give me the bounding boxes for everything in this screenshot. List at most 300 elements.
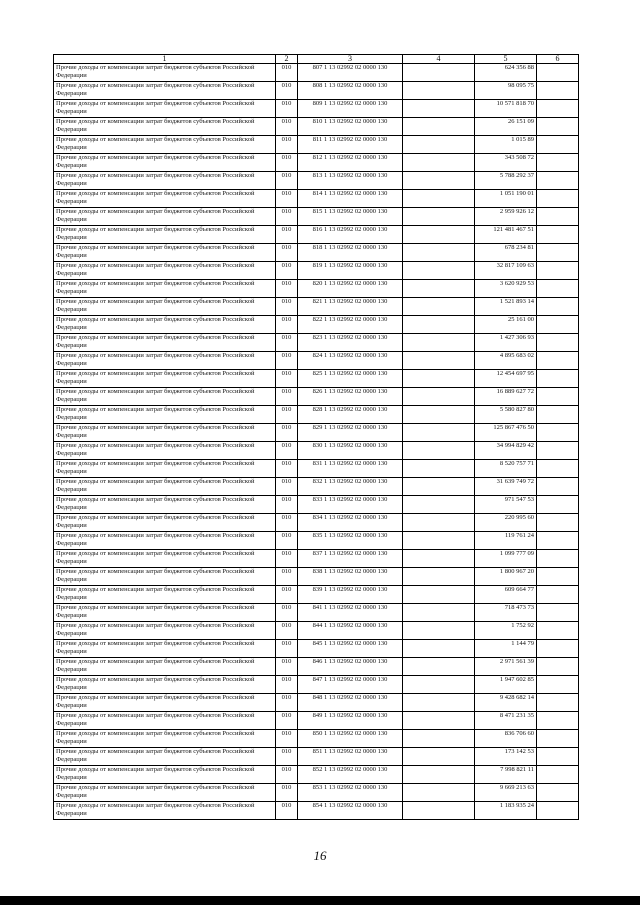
row-col4-cell bbox=[403, 334, 475, 352]
table-row bbox=[54, 658, 579, 676]
row-col6-cell bbox=[537, 568, 579, 586]
row-amount-cell: 1 521 893 14 bbox=[475, 298, 537, 316]
row-line-code-cell: 010 bbox=[276, 82, 298, 100]
row-name-cell: Прочие доходы от компенсации затрат бюджетов субъектов Российской Федерации bbox=[54, 226, 276, 244]
row-budget-code-cell: 813 1 13 02992 02 0000 130 bbox=[298, 172, 403, 190]
row-col4-cell bbox=[403, 190, 475, 208]
row-budget-code-cell: 839 1 13 02992 02 0000 130 bbox=[298, 586, 403, 604]
row-col4-cell bbox=[403, 406, 475, 424]
row-budget-code-cell: 845 1 13 02992 02 0000 130 bbox=[298, 640, 403, 658]
row-budget-code-cell: 814 1 13 02992 02 0000 130 bbox=[298, 190, 403, 208]
row-line-code-cell: 010 bbox=[276, 532, 298, 550]
row-budget-code-cell: 850 1 13 02992 02 0000 130 bbox=[298, 730, 403, 748]
row-budget-code-cell: 851 1 13 02992 02 0000 130 bbox=[298, 748, 403, 766]
row-line-code-cell: 010 bbox=[276, 694, 298, 712]
row-amount-cell: 624 356 88 bbox=[475, 64, 537, 82]
table-row bbox=[54, 568, 579, 586]
header-col-4: 4 bbox=[403, 55, 475, 64]
table-row bbox=[54, 244, 579, 262]
row-name-cell: Прочие доходы от компенсации затрат бюджетов субъектов Российской Федерации bbox=[54, 460, 276, 478]
table-row bbox=[54, 82, 579, 100]
row-col6-cell bbox=[537, 802, 579, 820]
row-line-code-cell: 010 bbox=[276, 316, 298, 334]
row-budget-code-cell: 819 1 13 02992 02 0000 130 bbox=[298, 262, 403, 280]
row-line-code-cell: 010 bbox=[276, 298, 298, 316]
row-name-cell: Прочие доходы от компенсации затрат бюджетов субъектов Российской Федерации bbox=[54, 154, 276, 172]
row-amount-cell: 836 706 60 bbox=[475, 730, 537, 748]
row-col6-cell bbox=[537, 388, 579, 406]
row-line-code-cell: 010 bbox=[276, 190, 298, 208]
row-col4-cell bbox=[403, 622, 475, 640]
table-row bbox=[54, 424, 579, 442]
row-col4-cell bbox=[403, 712, 475, 730]
row-col6-cell bbox=[537, 154, 579, 172]
row-amount-cell: 16 889 627 72 bbox=[475, 388, 537, 406]
row-col6-cell bbox=[537, 280, 579, 298]
row-budget-code-cell: 808 1 13 02992 02 0000 130 bbox=[298, 82, 403, 100]
row-line-code-cell: 010 bbox=[276, 136, 298, 154]
row-col6-cell bbox=[537, 226, 579, 244]
row-budget-code-cell: 844 1 13 02992 02 0000 130 bbox=[298, 622, 403, 640]
row-line-code-cell: 010 bbox=[276, 640, 298, 658]
row-col4-cell bbox=[403, 802, 475, 820]
header-col-1: 1 bbox=[54, 55, 276, 64]
row-col4-cell bbox=[403, 262, 475, 280]
row-line-code-cell: 010 bbox=[276, 352, 298, 370]
row-line-code-cell: 010 bbox=[276, 100, 298, 118]
row-line-code-cell: 010 bbox=[276, 172, 298, 190]
table-row bbox=[54, 226, 579, 244]
row-budget-code-cell: 818 1 13 02992 02 0000 130 bbox=[298, 244, 403, 262]
row-line-code-cell: 010 bbox=[276, 802, 298, 820]
row-col6-cell bbox=[537, 784, 579, 802]
row-name-cell: Прочие доходы от компенсации затрат бюджетов субъектов Российской Федерации bbox=[54, 550, 276, 568]
row-amount-cell: 609 664 77 bbox=[475, 586, 537, 604]
row-amount-cell: 4 895 683 02 bbox=[475, 352, 537, 370]
row-name-cell: Прочие доходы от компенсации затрат бюджетов субъектов Российской Федерации bbox=[54, 640, 276, 658]
row-line-code-cell: 010 bbox=[276, 478, 298, 496]
table-row bbox=[54, 118, 579, 136]
row-name-cell: Прочие доходы от компенсации затрат бюджетов субъектов Российской Федерации bbox=[54, 316, 276, 334]
row-line-code-cell: 010 bbox=[276, 334, 298, 352]
row-col6-cell bbox=[537, 676, 579, 694]
row-col4-cell bbox=[403, 424, 475, 442]
row-budget-code-cell: 828 1 13 02992 02 0000 130 bbox=[298, 406, 403, 424]
table-row bbox=[54, 586, 579, 604]
row-line-code-cell: 010 bbox=[276, 64, 298, 82]
table-row bbox=[54, 748, 579, 766]
row-name-cell: Прочие доходы от компенсации затрат бюджетов субъектов Российской Федерации bbox=[54, 298, 276, 316]
row-name-cell: Прочие доходы от компенсации затрат бюджетов субъектов Российской Федерации bbox=[54, 568, 276, 586]
row-line-code-cell: 010 bbox=[276, 262, 298, 280]
row-amount-cell: 2 971 561 39 bbox=[475, 658, 537, 676]
row-col4-cell bbox=[403, 730, 475, 748]
row-col6-cell bbox=[537, 442, 579, 460]
row-col4-cell bbox=[403, 514, 475, 532]
row-col4-cell bbox=[403, 352, 475, 370]
table-row bbox=[54, 478, 579, 496]
row-col4-cell bbox=[403, 460, 475, 478]
row-budget-code-cell: 830 1 13 02992 02 0000 130 bbox=[298, 442, 403, 460]
table-row bbox=[54, 262, 579, 280]
row-name-cell: Прочие доходы от компенсации затрат бюджетов субъектов Российской Федерации bbox=[54, 496, 276, 514]
table-row bbox=[54, 100, 579, 118]
row-name-cell: Прочие доходы от компенсации затрат бюджетов субъектов Российской Федерации bbox=[54, 532, 276, 550]
row-name-cell: Прочие доходы от компенсации затрат бюджетов субъектов Российской Федерации bbox=[54, 802, 276, 820]
row-col6-cell bbox=[537, 514, 579, 532]
row-amount-cell: 971 547 53 bbox=[475, 496, 537, 514]
row-amount-cell: 125 867 476 50 bbox=[475, 424, 537, 442]
row-budget-code-cell: 838 1 13 02992 02 0000 130 bbox=[298, 568, 403, 586]
row-col4-cell bbox=[403, 442, 475, 460]
table-row bbox=[54, 514, 579, 532]
row-col6-cell bbox=[537, 478, 579, 496]
row-col6-cell bbox=[537, 622, 579, 640]
row-name-cell: Прочие доходы от компенсации затрат бюджетов субъектов Российской Федерации bbox=[54, 172, 276, 190]
table-row bbox=[54, 370, 579, 388]
row-name-cell: Прочие доходы от компенсации затрат бюджетов субъектов Российской Федерации bbox=[54, 676, 276, 694]
row-budget-code-cell: 821 1 13 02992 02 0000 130 bbox=[298, 298, 403, 316]
row-budget-code-cell: 834 1 13 02992 02 0000 130 bbox=[298, 514, 403, 532]
row-line-code-cell: 010 bbox=[276, 370, 298, 388]
row-line-code-cell: 010 bbox=[276, 622, 298, 640]
row-col6-cell bbox=[537, 712, 579, 730]
row-line-code-cell: 010 bbox=[276, 676, 298, 694]
row-line-code-cell: 010 bbox=[276, 586, 298, 604]
row-amount-cell: 8 520 757 71 bbox=[475, 460, 537, 478]
table-row bbox=[54, 712, 579, 730]
row-line-code-cell: 010 bbox=[276, 658, 298, 676]
row-col6-cell bbox=[537, 100, 579, 118]
row-name-cell: Прочие доходы от компенсации затрат бюджетов субъектов Российской Федерации bbox=[54, 82, 276, 100]
row-col6-cell bbox=[537, 208, 579, 226]
table-row bbox=[54, 640, 579, 658]
row-line-code-cell: 010 bbox=[276, 208, 298, 226]
row-col4-cell bbox=[403, 118, 475, 136]
row-amount-cell: 1 144 79 bbox=[475, 640, 537, 658]
row-col6-cell bbox=[537, 766, 579, 784]
row-amount-cell: 1 183 935 24 bbox=[475, 802, 537, 820]
column-number-header-row bbox=[54, 55, 579, 64]
table-row bbox=[54, 802, 579, 820]
row-line-code-cell: 010 bbox=[276, 712, 298, 730]
row-line-code-cell: 010 bbox=[276, 460, 298, 478]
row-col4-cell bbox=[403, 280, 475, 298]
row-amount-cell: 1 752 92 bbox=[475, 622, 537, 640]
row-budget-code-cell: 826 1 13 02992 02 0000 130 bbox=[298, 388, 403, 406]
row-line-code-cell: 010 bbox=[276, 244, 298, 262]
row-name-cell: Прочие доходы от компенсации затрат бюджетов субъектов Российской Федерации bbox=[54, 514, 276, 532]
row-col4-cell bbox=[403, 172, 475, 190]
table-row bbox=[54, 532, 579, 550]
row-budget-code-cell: 815 1 13 02992 02 0000 130 bbox=[298, 208, 403, 226]
page-number: 16 bbox=[313, 848, 327, 863]
scan-edge-bar bbox=[0, 896, 640, 905]
row-name-cell: Прочие доходы от компенсации затрат бюджетов субъектов Российской Федерации bbox=[54, 406, 276, 424]
row-col6-cell bbox=[537, 532, 579, 550]
row-col6-cell bbox=[537, 640, 579, 658]
row-col4-cell bbox=[403, 298, 475, 316]
table-row bbox=[54, 208, 579, 226]
row-name-cell: Прочие доходы от компенсации затрат бюджетов субъектов Российской Федерации bbox=[54, 208, 276, 226]
row-col6-cell bbox=[537, 136, 579, 154]
row-col6-cell bbox=[537, 370, 579, 388]
row-line-code-cell: 010 bbox=[276, 154, 298, 172]
row-col6-cell bbox=[537, 658, 579, 676]
table-row bbox=[54, 784, 579, 802]
table-row bbox=[54, 388, 579, 406]
row-col4-cell bbox=[403, 766, 475, 784]
row-amount-cell: 1 099 777 09 bbox=[475, 550, 537, 568]
table-body bbox=[54, 64, 579, 820]
table-row bbox=[54, 622, 579, 640]
row-amount-cell: 220 995 60 bbox=[475, 514, 537, 532]
row-name-cell: Прочие доходы от компенсации затрат бюджетов субъектов Российской Федерации bbox=[54, 730, 276, 748]
row-amount-cell: 119 761 24 bbox=[475, 532, 537, 550]
row-budget-code-cell: 812 1 13 02992 02 0000 130 bbox=[298, 154, 403, 172]
row-name-cell: Прочие доходы от компенсации затрат бюджетов субъектов Российской Федерации bbox=[54, 712, 276, 730]
row-col4-cell bbox=[403, 154, 475, 172]
table-row bbox=[54, 64, 579, 82]
row-budget-code-cell: 825 1 13 02992 02 0000 130 bbox=[298, 370, 403, 388]
header-col-6: 6 bbox=[537, 55, 579, 64]
row-name-cell: Прочие доходы от компенсации затрат бюджетов субъектов Российской Федерации bbox=[54, 244, 276, 262]
header-col-3: 3 bbox=[298, 55, 403, 64]
row-col6-cell bbox=[537, 172, 579, 190]
table-row bbox=[54, 442, 579, 460]
row-budget-code-cell: 833 1 13 02992 02 0000 130 bbox=[298, 496, 403, 514]
row-budget-code-cell: 824 1 13 02992 02 0000 130 bbox=[298, 352, 403, 370]
row-line-code-cell: 010 bbox=[276, 730, 298, 748]
row-name-cell: Прочие доходы от компенсации затрат бюджетов субъектов Российской Федерации bbox=[54, 334, 276, 352]
row-col4-cell bbox=[403, 676, 475, 694]
row-line-code-cell: 010 bbox=[276, 226, 298, 244]
row-col4-cell bbox=[403, 604, 475, 622]
row-budget-code-cell: 835 1 13 02992 02 0000 130 bbox=[298, 532, 403, 550]
row-budget-code-cell: 831 1 13 02992 02 0000 130 bbox=[298, 460, 403, 478]
row-col6-cell bbox=[537, 424, 579, 442]
row-line-code-cell: 010 bbox=[276, 604, 298, 622]
row-col6-cell bbox=[537, 64, 579, 82]
table-row bbox=[54, 352, 579, 370]
row-col4-cell bbox=[403, 226, 475, 244]
row-col4-cell bbox=[403, 478, 475, 496]
row-col6-cell bbox=[537, 550, 579, 568]
row-name-cell: Прочие доходы от компенсации затрат бюджетов субъектов Российской Федерации bbox=[54, 604, 276, 622]
row-amount-cell: 9 428 682 14 bbox=[475, 694, 537, 712]
row-budget-code-cell: 816 1 13 02992 02 0000 130 bbox=[298, 226, 403, 244]
row-budget-code-cell: 820 1 13 02992 02 0000 130 bbox=[298, 280, 403, 298]
row-budget-code-cell: 848 1 13 02992 02 0000 130 bbox=[298, 694, 403, 712]
row-budget-code-cell: 847 1 13 02992 02 0000 130 bbox=[298, 676, 403, 694]
row-name-cell: Прочие доходы от компенсации затрат бюджетов субъектов Российской Федерации bbox=[54, 748, 276, 766]
row-col6-cell bbox=[537, 118, 579, 136]
row-amount-cell: 10 571 818 70 bbox=[475, 100, 537, 118]
budget-revenue-table bbox=[53, 54, 579, 820]
table-row bbox=[54, 406, 579, 424]
row-amount-cell: 8 471 231 35 bbox=[475, 712, 537, 730]
row-col6-cell bbox=[537, 496, 579, 514]
row-name-cell: Прочие доходы от компенсации затрат бюджетов субъектов Российской Федерации bbox=[54, 262, 276, 280]
row-budget-code-cell: 841 1 13 02992 02 0000 130 bbox=[298, 604, 403, 622]
row-budget-code-cell: 829 1 13 02992 02 0000 130 bbox=[298, 424, 403, 442]
row-amount-cell: 5 580 827 80 bbox=[475, 406, 537, 424]
row-budget-code-cell: 807 1 13 02992 02 0000 130 bbox=[298, 64, 403, 82]
row-col4-cell bbox=[403, 388, 475, 406]
table-row bbox=[54, 316, 579, 334]
row-budget-code-cell: 852 1 13 02992 02 0000 130 bbox=[298, 766, 403, 784]
table-row bbox=[54, 676, 579, 694]
row-amount-cell: 32 817 109 63 bbox=[475, 262, 537, 280]
row-col4-cell bbox=[403, 64, 475, 82]
row-amount-cell: 5 788 292 37 bbox=[475, 172, 537, 190]
row-amount-cell: 678 234 81 bbox=[475, 244, 537, 262]
row-budget-code-cell: 854 1 13 02992 02 0000 130 bbox=[298, 802, 403, 820]
row-col6-cell bbox=[537, 460, 579, 478]
row-line-code-cell: 010 bbox=[276, 388, 298, 406]
row-col6-cell bbox=[537, 694, 579, 712]
row-name-cell: Прочие доходы от компенсации затрат бюджетов субъектов Российской Федерации bbox=[54, 280, 276, 298]
row-name-cell: Прочие доходы от компенсации затрат бюджетов субъектов Российской Федерации bbox=[54, 136, 276, 154]
row-col4-cell bbox=[403, 532, 475, 550]
row-name-cell: Прочие доходы от компенсации затрат бюджетов субъектов Российской Федерации bbox=[54, 190, 276, 208]
row-name-cell: Прочие доходы от компенсации затрат бюджетов субъектов Российской Федерации bbox=[54, 622, 276, 640]
row-name-cell: Прочие доходы от компенсации затрат бюджетов субъектов Российской Федерации bbox=[54, 424, 276, 442]
row-col6-cell bbox=[537, 730, 579, 748]
table-row bbox=[54, 334, 579, 352]
row-line-code-cell: 010 bbox=[276, 748, 298, 766]
row-budget-code-cell: 846 1 13 02992 02 0000 130 bbox=[298, 658, 403, 676]
row-col4-cell bbox=[403, 658, 475, 676]
row-name-cell: Прочие доходы от компенсации затрат бюджетов субъектов Российской Федерации bbox=[54, 370, 276, 388]
row-line-code-cell: 010 bbox=[276, 568, 298, 586]
row-amount-cell: 1 015 89 bbox=[475, 136, 537, 154]
row-amount-cell: 1 051 190 01 bbox=[475, 190, 537, 208]
row-amount-cell: 3 620 929 53 bbox=[475, 280, 537, 298]
row-col4-cell bbox=[403, 496, 475, 514]
header-col-2: 2 bbox=[276, 55, 298, 64]
row-col6-cell bbox=[537, 316, 579, 334]
row-line-code-cell: 010 bbox=[276, 784, 298, 802]
row-col4-cell bbox=[403, 136, 475, 154]
row-line-code-cell: 010 bbox=[276, 424, 298, 442]
row-col4-cell bbox=[403, 586, 475, 604]
row-line-code-cell: 010 bbox=[276, 280, 298, 298]
row-line-code-cell: 010 bbox=[276, 496, 298, 514]
row-budget-code-cell: 832 1 13 02992 02 0000 130 bbox=[298, 478, 403, 496]
row-amount-cell: 31 639 749 72 bbox=[475, 478, 537, 496]
row-col6-cell bbox=[537, 586, 579, 604]
row-budget-code-cell: 853 1 13 02992 02 0000 130 bbox=[298, 784, 403, 802]
row-budget-code-cell: 837 1 13 02992 02 0000 130 bbox=[298, 550, 403, 568]
row-col4-cell bbox=[403, 784, 475, 802]
row-amount-cell: 121 481 467 51 bbox=[475, 226, 537, 244]
header-col-5: 5 bbox=[475, 55, 537, 64]
row-col4-cell bbox=[403, 694, 475, 712]
row-col4-cell bbox=[403, 316, 475, 334]
row-col4-cell bbox=[403, 208, 475, 226]
row-budget-code-cell: 810 1 13 02992 02 0000 130 bbox=[298, 118, 403, 136]
row-col4-cell bbox=[403, 550, 475, 568]
row-line-code-cell: 010 bbox=[276, 442, 298, 460]
row-col6-cell bbox=[537, 406, 579, 424]
row-name-cell: Прочие доходы от компенсации затрат бюджетов субъектов Российской Федерации bbox=[54, 784, 276, 802]
row-amount-cell: 26 151 09 bbox=[475, 118, 537, 136]
row-col6-cell bbox=[537, 748, 579, 766]
row-line-code-cell: 010 bbox=[276, 406, 298, 424]
row-col4-cell bbox=[403, 640, 475, 658]
table-row bbox=[54, 694, 579, 712]
row-budget-code-cell: 822 1 13 02992 02 0000 130 bbox=[298, 316, 403, 334]
row-name-cell: Прочие доходы от компенсации затрат бюджетов субъектов Российской Федерации bbox=[54, 442, 276, 460]
row-col4-cell bbox=[403, 370, 475, 388]
row-col4-cell bbox=[403, 82, 475, 100]
row-budget-code-cell: 809 1 13 02992 02 0000 130 bbox=[298, 100, 403, 118]
row-amount-cell: 98 095 75 bbox=[475, 82, 537, 100]
row-line-code-cell: 010 bbox=[276, 514, 298, 532]
row-col4-cell bbox=[403, 100, 475, 118]
table-row bbox=[54, 154, 579, 172]
row-amount-cell: 173 142 53 bbox=[475, 748, 537, 766]
row-amount-cell: 1 947 602 85 bbox=[475, 676, 537, 694]
row-col6-cell bbox=[537, 262, 579, 280]
row-col6-cell bbox=[537, 352, 579, 370]
table-row bbox=[54, 298, 579, 316]
row-budget-code-cell: 823 1 13 02992 02 0000 130 bbox=[298, 334, 403, 352]
row-name-cell: Прочие доходы от компенсации затрат бюджетов субъектов Российской Федерации bbox=[54, 478, 276, 496]
row-name-cell: Прочие доходы от компенсации затрат бюджетов субъектов Российской Федерации bbox=[54, 352, 276, 370]
row-name-cell: Прочие доходы от компенсации затрат бюджетов субъектов Российской Федерации bbox=[54, 100, 276, 118]
row-name-cell: Прочие доходы от компенсации затрат бюджетов субъектов Российской Федерации bbox=[54, 766, 276, 784]
table-row bbox=[54, 136, 579, 154]
row-col6-cell bbox=[537, 82, 579, 100]
row-amount-cell: 34 994 829 42 bbox=[475, 442, 537, 460]
row-col6-cell bbox=[537, 604, 579, 622]
table-row bbox=[54, 604, 579, 622]
table-row bbox=[54, 496, 579, 514]
row-amount-cell: 1 427 306 93 bbox=[475, 334, 537, 352]
row-amount-cell: 7 998 821 11 bbox=[475, 766, 537, 784]
row-name-cell: Прочие доходы от компенсации затрат бюджетов субъектов Российской Федерации bbox=[54, 118, 276, 136]
row-line-code-cell: 010 bbox=[276, 766, 298, 784]
row-col6-cell bbox=[537, 244, 579, 262]
row-col4-cell bbox=[403, 568, 475, 586]
table-row bbox=[54, 190, 579, 208]
row-name-cell: Прочие доходы от компенсации затрат бюджетов субъектов Российской Федерации bbox=[54, 586, 276, 604]
row-amount-cell: 2 959 926 12 bbox=[475, 208, 537, 226]
row-col6-cell bbox=[537, 190, 579, 208]
row-col6-cell bbox=[537, 334, 579, 352]
row-name-cell: Прочие доходы от компенсации затрат бюджетов субъектов Российской Федерации bbox=[54, 388, 276, 406]
row-col4-cell bbox=[403, 748, 475, 766]
row-col4-cell bbox=[403, 244, 475, 262]
row-line-code-cell: 010 bbox=[276, 118, 298, 136]
table-row bbox=[54, 730, 579, 748]
row-amount-cell: 25 161 00 bbox=[475, 316, 537, 334]
table-row bbox=[54, 172, 579, 190]
row-amount-cell: 9 669 213 63 bbox=[475, 784, 537, 802]
row-line-code-cell: 010 bbox=[276, 550, 298, 568]
table-row bbox=[54, 550, 579, 568]
row-name-cell: Прочие доходы от компенсации затрат бюджетов субъектов Российской Федерации bbox=[54, 64, 276, 82]
row-budget-code-cell: 849 1 13 02992 02 0000 130 bbox=[298, 712, 403, 730]
row-col6-cell bbox=[537, 298, 579, 316]
row-budget-code-cell: 811 1 13 02992 02 0000 130 bbox=[298, 136, 403, 154]
row-amount-cell: 12 454 697 95 bbox=[475, 370, 537, 388]
row-amount-cell: 343 508 72 bbox=[475, 154, 537, 172]
row-amount-cell: 718 473 73 bbox=[475, 604, 537, 622]
row-name-cell: Прочие доходы от компенсации затрат бюджетов субъектов Российской Федерации bbox=[54, 694, 276, 712]
